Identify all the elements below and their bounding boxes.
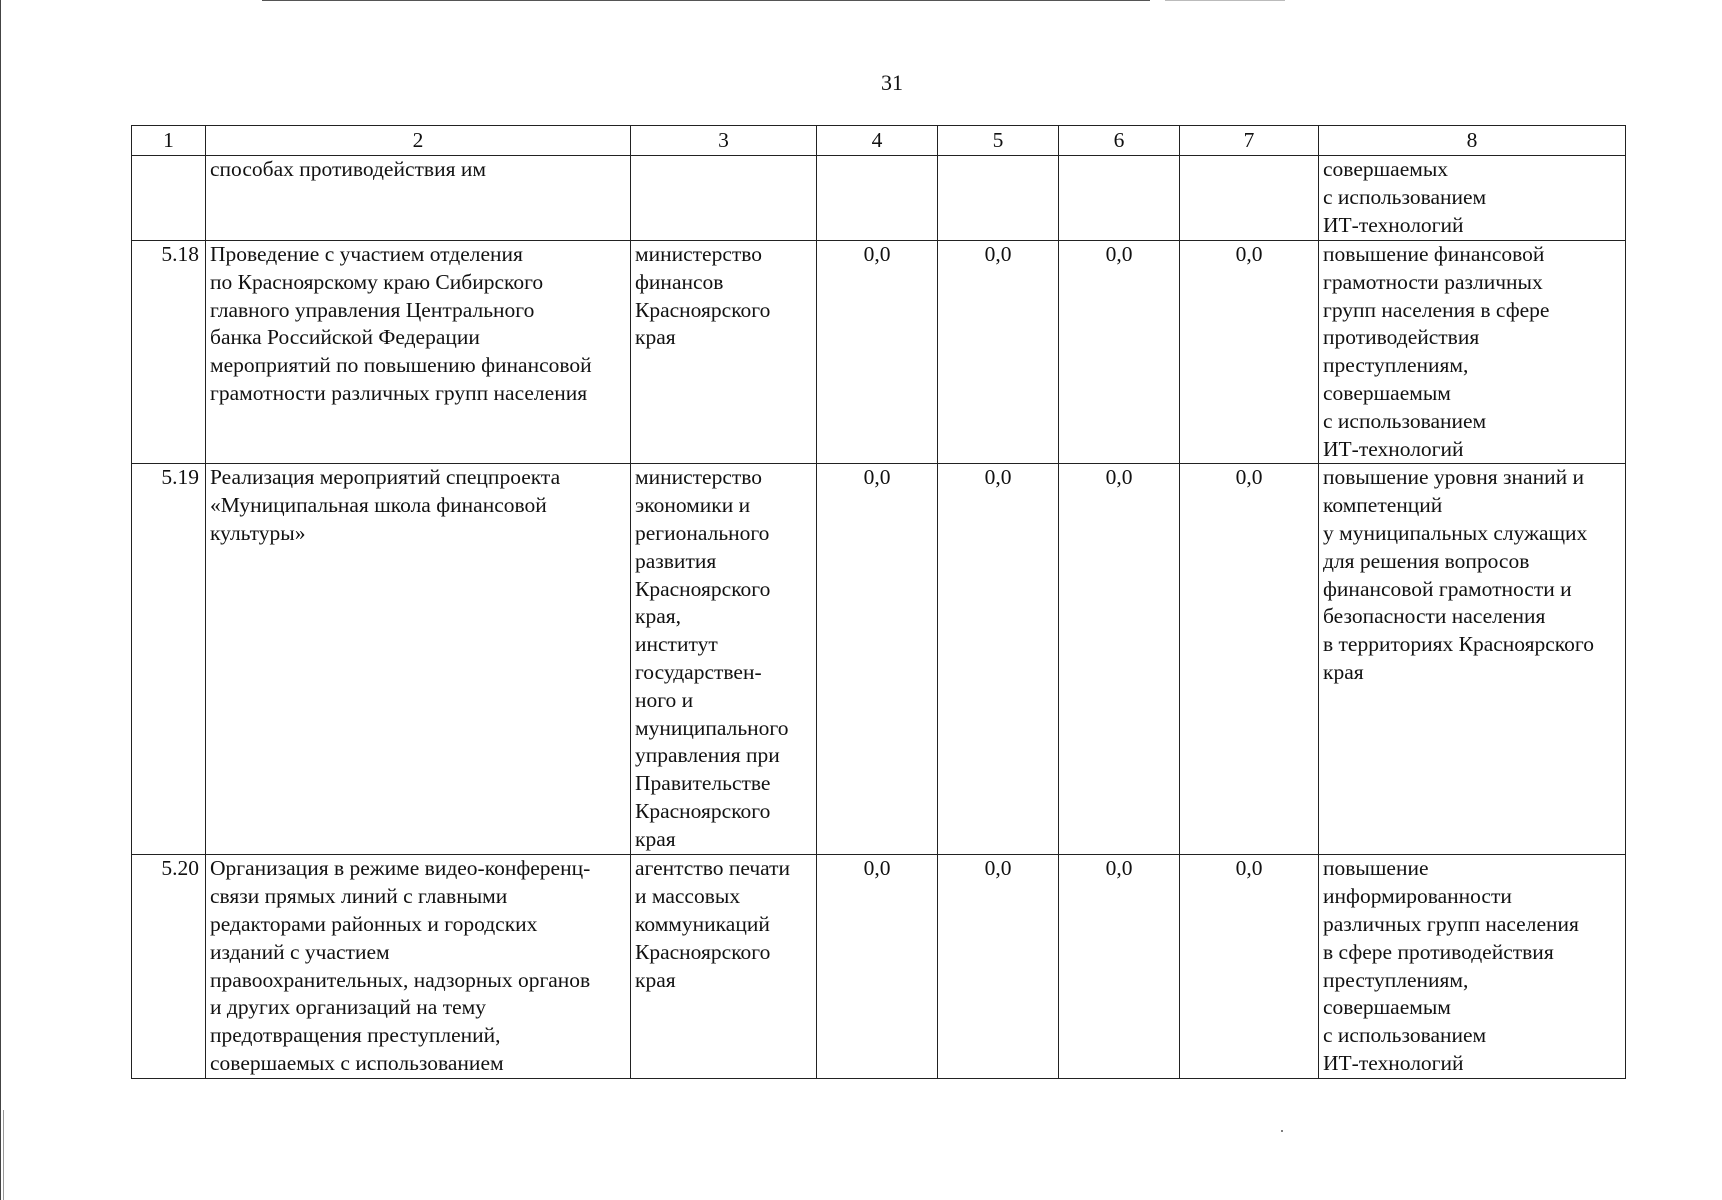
- value-col-4: 0,0: [863, 856, 891, 881]
- value-col-6: 0,0: [1105, 242, 1133, 266]
- scan-artifact-top-line-2: [1165, 0, 1285, 1]
- scan-artifact-top-line: [262, 0, 1150, 1]
- value-cell-6: [1059, 855, 1180, 1078]
- executor-text: министерство финансов Красноярского края: [635, 242, 771, 350]
- table-row: [132, 464, 1626, 855]
- header-col-7: 7: [1180, 126, 1319, 156]
- result-text: совершаемых с использованием ИТ-технологий: [1323, 157, 1487, 237]
- header-col-2: 2: [206, 126, 631, 156]
- activity-text: Организация в режиме видео-конференц- связи прямых линий с главными редакторами районных и городских изданий с участием правоохранительных, надзорных органов и других организаций на тему предотвращения преступлений, совершаемых с использованием: [210, 856, 591, 1075]
- activity-cell: [206, 156, 631, 241]
- value-cell-5: [938, 464, 1059, 855]
- value-cell-4: [817, 241, 938, 464]
- header-col-1: 1: [132, 126, 206, 156]
- row-number-cell: [132, 241, 206, 464]
- table-row: [132, 156, 1626, 241]
- page-number: 31: [881, 70, 903, 95]
- value-col-7: 0,0: [1235, 242, 1263, 266]
- value-cell-5: [938, 156, 1059, 241]
- activity-text: способах противодействия им: [210, 157, 486, 181]
- result-cell: [1319, 464, 1626, 855]
- row-number: 5.19: [161, 465, 199, 490]
- value-cell-4: [817, 156, 938, 241]
- header-col-6: 6: [1059, 126, 1180, 156]
- row-number: 5.20: [161, 856, 199, 881]
- value-cell-5: [938, 241, 1059, 464]
- scan-speck: [1281, 1130, 1283, 1132]
- value-col-4: 0,0: [863, 465, 891, 490]
- scan-artifact-left-edge: [0, 0, 1, 1200]
- value-col-4: 0,0: [863, 242, 891, 266]
- table-row: [132, 241, 1626, 464]
- value-cell-5: [938, 855, 1059, 1078]
- header-col-5: 5: [938, 126, 1059, 156]
- executor-text: министерство экономики и регионального развития Красноярского края, институт государствен- ного и муниципального управления при Правительстве Красноярского края: [635, 465, 789, 851]
- value-cell-7: [1180, 464, 1319, 855]
- value-cell-7: [1180, 156, 1319, 241]
- row-number-cell: [132, 855, 206, 1078]
- executor-cell: [631, 855, 817, 1078]
- value-col-5: 0,0: [984, 242, 1012, 266]
- result-cell: [1319, 855, 1626, 1078]
- value-col-7: 0,0: [1235, 465, 1263, 490]
- table-header-row: [132, 126, 1626, 156]
- value-col-6: 0,0: [1105, 465, 1133, 490]
- result-cell: [1319, 156, 1626, 241]
- value-cell-7: [1180, 241, 1319, 464]
- value-cell-4: [817, 855, 938, 1078]
- measures-table: [131, 125, 1626, 1079]
- value-col-5: 0,0: [984, 856, 1012, 881]
- value-col-5: 0,0: [984, 465, 1012, 490]
- value-cell-4: [817, 464, 938, 855]
- executor-cell: [631, 156, 817, 241]
- value-cell-6: [1059, 156, 1180, 241]
- activity-cell: [206, 241, 631, 464]
- value-col-7: 0,0: [1235, 856, 1263, 881]
- result-text: повышение уровня знаний и компетенций у муниципальных служащих для решения вопросов финансовой грамотности и безопасности населения в территориях Красноярского края: [1323, 465, 1594, 684]
- executor-cell: [631, 464, 817, 855]
- activity-text: Проведение с участием отделения по Красноярскому краю Сибирского главного управления Центрального банка Российской Федерации мероприятий по повышению финансовой грамотности различных групп населения: [210, 242, 592, 405]
- value-col-6: 0,0: [1105, 856, 1133, 881]
- row-number-cell: [132, 464, 206, 855]
- value-cell-6: [1059, 241, 1180, 464]
- executor-cell: [631, 241, 817, 464]
- header-col-3: 3: [631, 126, 817, 156]
- scan-artifact-left-edge-2: [3, 1110, 4, 1200]
- result-text: повышение финансовой грамотности различных групп населения в сфере противодействия преступлениям, совершаемым с использованием ИТ-технологий: [1323, 242, 1550, 461]
- result-text: повышение информированности различных групп населения в сфере противодействия преступлениям, совершаемым с использованием ИТ-технологий: [1323, 856, 1579, 1075]
- header-col-8: 8: [1319, 126, 1626, 156]
- value-cell-7: [1180, 855, 1319, 1078]
- row-number-cell: [132, 156, 206, 241]
- header-col-4: 4: [817, 126, 938, 156]
- result-cell: [1319, 241, 1626, 464]
- table-row: [132, 855, 1626, 1078]
- activity-cell: [206, 855, 631, 1078]
- activity-text: Реализация мероприятий спецпроекта «Муниципальная школа финансовой культуры»: [210, 465, 561, 545]
- value-cell-6: [1059, 464, 1180, 855]
- row-number: 5.18: [161, 242, 199, 266]
- executor-text: агентство печати и массовых коммуникаций Красноярского края: [635, 856, 791, 992]
- activity-cell: [206, 464, 631, 855]
